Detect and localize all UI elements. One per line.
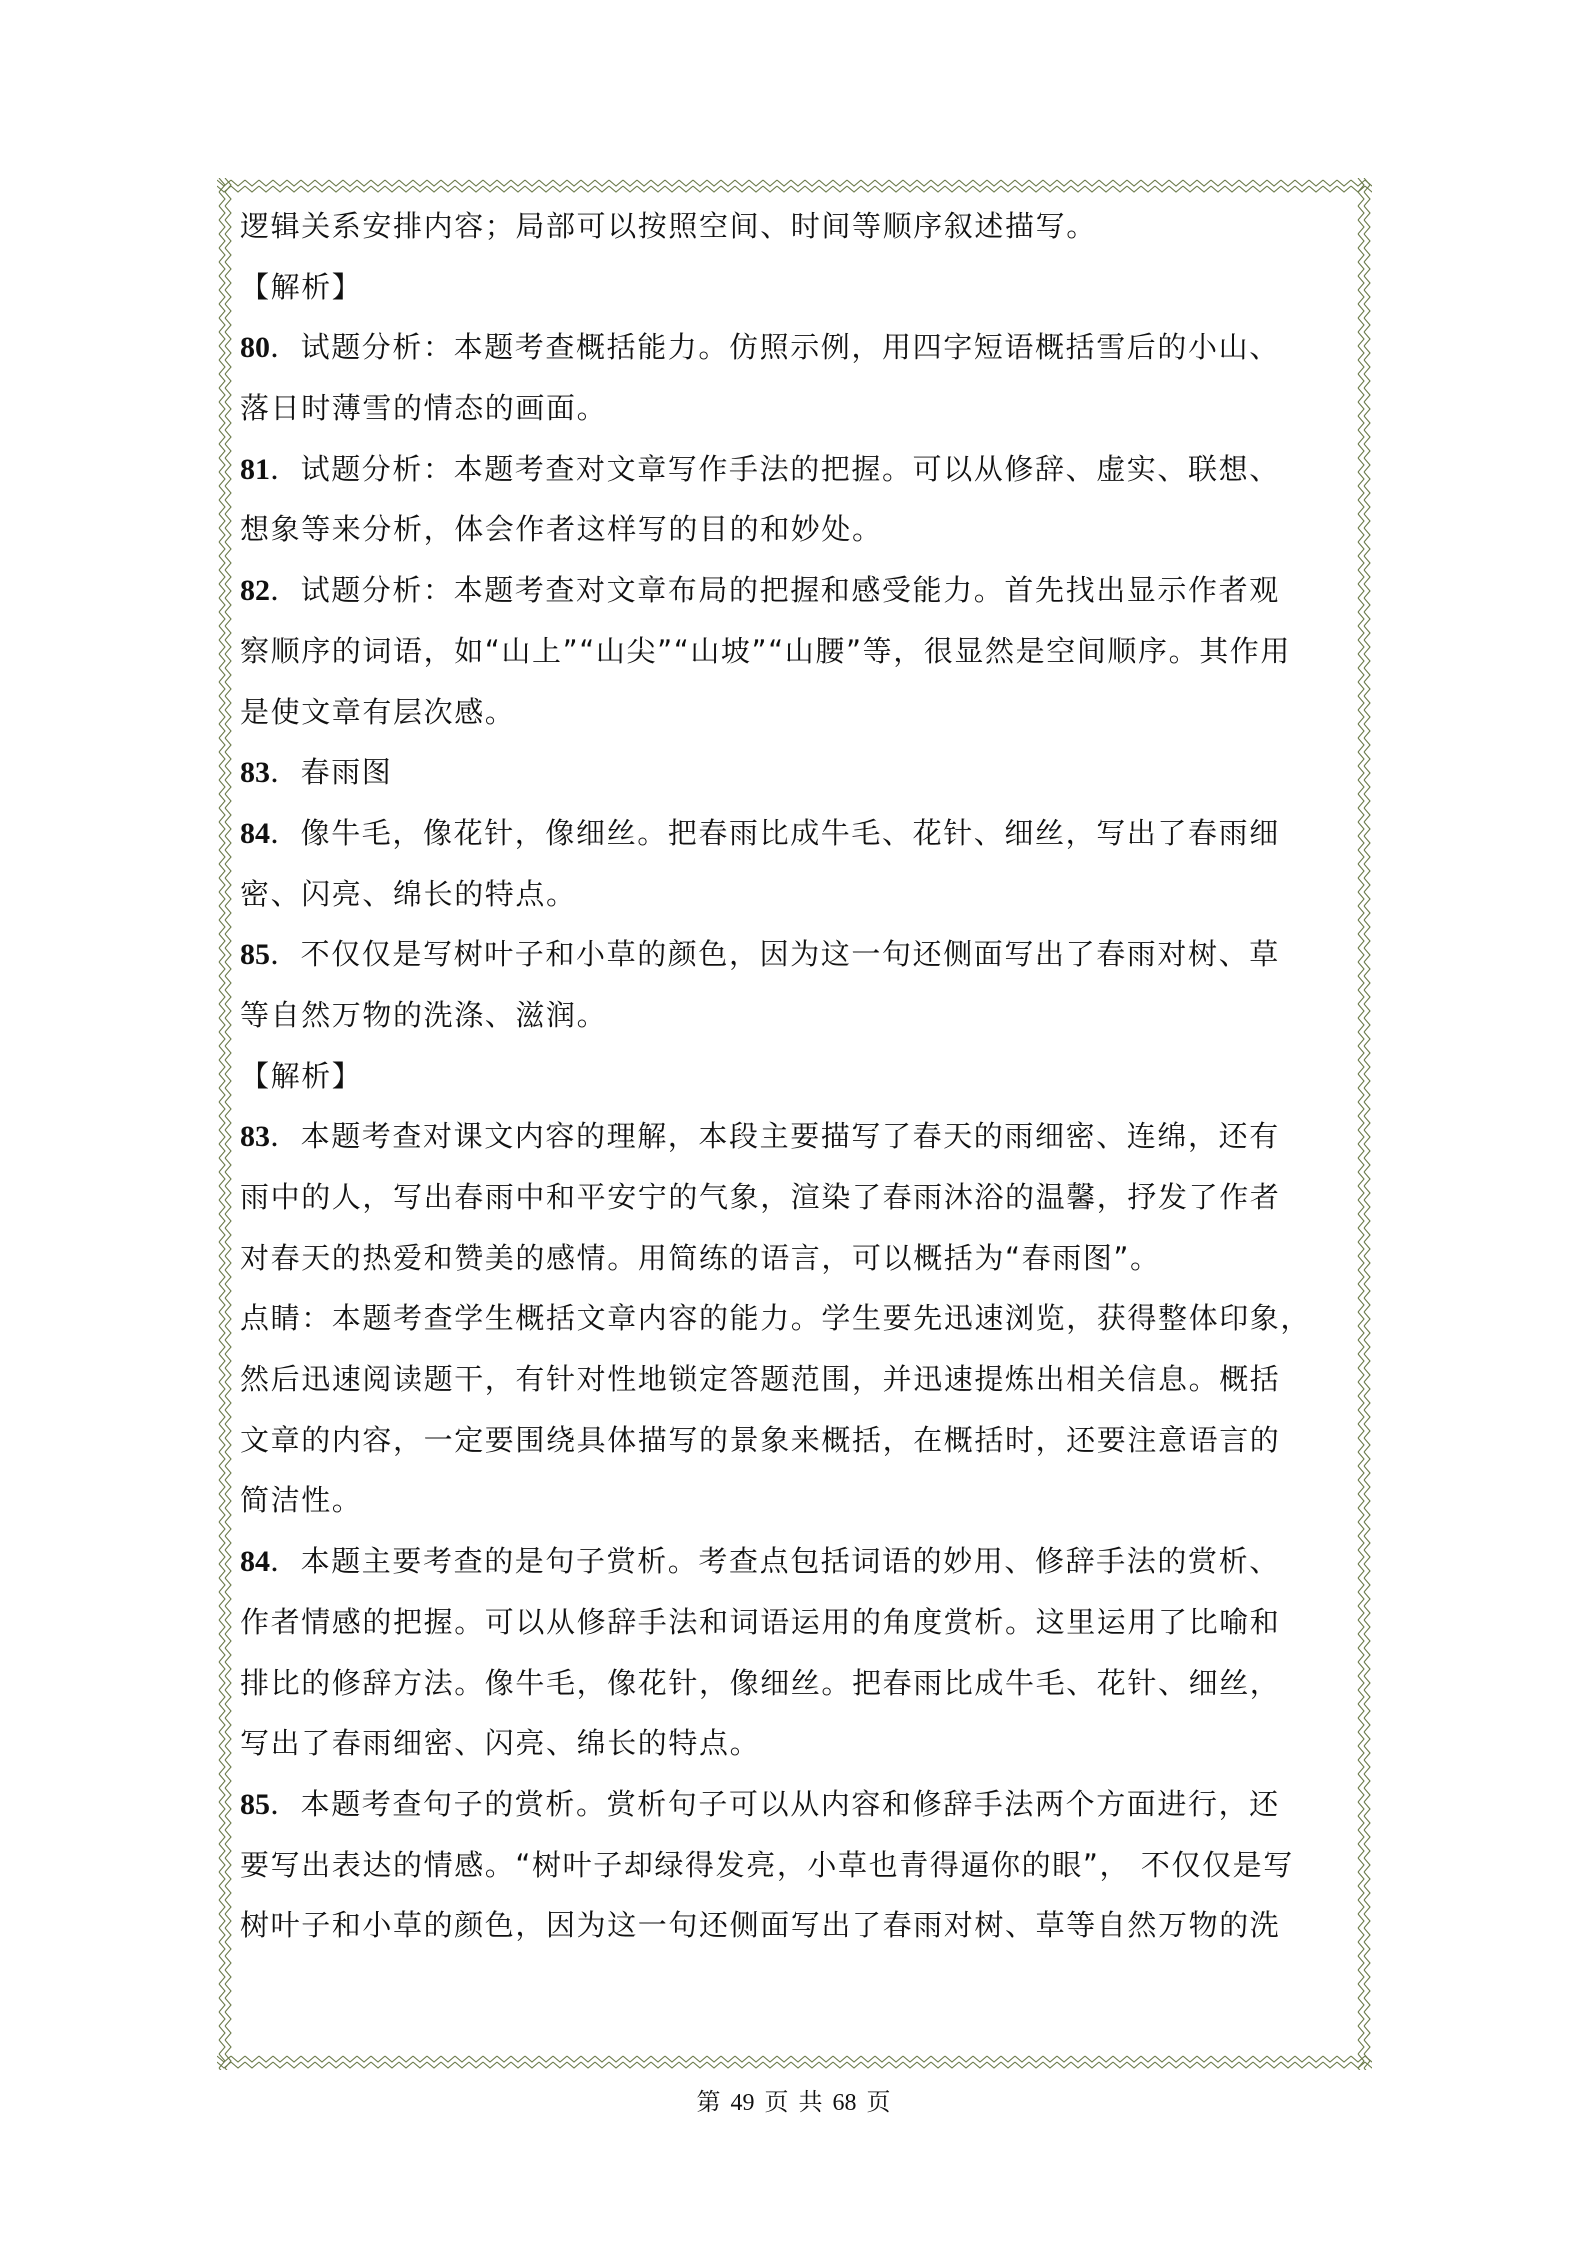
- question-number: 83: [240, 756, 270, 790]
- text-line: [240, 864, 1350, 925]
- line-text: 逻辑关系安排内容；局部可以按照空间、时间等顺序叙述描写。: [240, 209, 1097, 243]
- question-number: 81: [240, 452, 270, 486]
- section-heading: [240, 1046, 1350, 1107]
- answer-line-start: [240, 439, 1350, 500]
- text-line: [240, 196, 1350, 257]
- text-line: [240, 1895, 1350, 1956]
- line-text: ．本题考查对课文内容的理解，本段主要描写了春天的雨细密、连绵，还有: [270, 1119, 1280, 1154]
- question-number: 82: [240, 574, 270, 608]
- page-footer: 第 49 页 共 68 页: [696, 2090, 891, 2116]
- line-text: 雨中的人，写出春雨中和平安宁的气象，渲染了春雨沐浴的温馨，抒发了作者: [240, 1180, 1281, 1214]
- answer-line-start: [240, 742, 1350, 803]
- line-text: 排比的修辞方法。像牛毛，像花针，像细丝。把春雨比成牛毛、花针、细丝，: [240, 1665, 1281, 1700]
- question-number: 83: [240, 1120, 270, 1154]
- text-line: [240, 682, 1350, 743]
- line-text: 点睛：本题考查学生概括文章内容的能力。学生要先迅速浏览，获得整体印象，: [240, 1301, 1312, 1336]
- line-text: 然后迅速阅读题干，有针对性地锁定答题范围，并迅速提炼出相关信息。概括: [240, 1362, 1281, 1397]
- text-line: [240, 1713, 1350, 1774]
- question-number: 85: [240, 1787, 270, 1821]
- question-number: 84: [240, 816, 270, 850]
- line-text: 落日时薄雪的情态的画面。: [240, 391, 608, 426]
- line-text: ．本题主要考查的是句子赏析。考查点包括词语的妙用、修辞手法的赏析、: [270, 1544, 1280, 1579]
- document-body: [240, 196, 1350, 1956]
- line-text: 【解析】: [240, 1058, 363, 1093]
- text-line: [240, 985, 1350, 1046]
- question-number: 84: [240, 1545, 270, 1579]
- text-line: [240, 1349, 1350, 1410]
- answer-line-start: [240, 317, 1350, 378]
- text-line: [240, 499, 1350, 560]
- text-line: [240, 1167, 1350, 1228]
- zigzag-border-right: [1356, 178, 1372, 2070]
- line-text: ．春雨图: [270, 755, 393, 790]
- text-line: [240, 1228, 1350, 1289]
- line-text: 树叶子和小草的颜色，因为这一句还侧面写出了春雨对树、草等自然万物的洗: [240, 1908, 1281, 1943]
- question-number: 80: [240, 331, 270, 365]
- answer-line-start: [240, 924, 1350, 985]
- line-text: 察顺序的词语，如“山上”“山尖”“山坡”“山腰”等，很显然是空间顺序。其作用: [240, 633, 1291, 668]
- answer-line-start: [240, 560, 1350, 621]
- line-text: 要写出表达的情感。“树叶子却绿得发亮，小草也青得逼你的眼”， 不仅仅是写: [240, 1847, 1294, 1882]
- line-text: ．不仅仅是写树叶子和小草的颜色，因为这一句还侧面写出了春雨对树、草: [270, 937, 1280, 972]
- text-line: [240, 621, 1350, 682]
- line-text: 【解析】: [240, 269, 363, 304]
- text-line: [240, 1410, 1350, 1471]
- line-text: 简洁性。: [240, 1483, 363, 1518]
- line-text: 等自然万物的洗涤、滋润。: [240, 997, 608, 1032]
- line-text: 文章的内容，一定要围绕具体描写的景象来概括，在概括时，还要注意语言的: [240, 1422, 1281, 1457]
- line-text: 对春天的热爱和赞美的感情。用简练的语言，可以概括为“春雨图”。: [240, 1240, 1161, 1275]
- line-text: 密、闪亮、绵长的特点。: [240, 876, 577, 911]
- line-text: ．试题分析：本题考查对文章写作手法的把握。可以从修辞、虚实、联想、: [270, 451, 1280, 486]
- line-text: ．本题考查句子的赏析。赏析句子可以从内容和修辞手法两个方面进行，还: [270, 1786, 1280, 1821]
- line-text: ．试题分析：本题考查概括能力。仿照示例，用四字短语概括雪后的小山、: [270, 330, 1280, 365]
- line-text: 作者情感的把握。可以从修辞手法和词语运用的角度赏析。这里运用了比喻和: [240, 1604, 1281, 1639]
- answer-line-start: [240, 1531, 1350, 1592]
- answer-line-start: [240, 1774, 1350, 1835]
- text-line: [240, 1592, 1350, 1653]
- text-line: [240, 1288, 1350, 1349]
- text-line: [240, 1835, 1350, 1896]
- zigzag-border-left: [217, 178, 233, 2070]
- zigzag-border-bottom: [217, 2054, 1372, 2070]
- line-text: ．试题分析：本题考查对文章布局的把握和感受能力。首先找出显示作者观: [270, 573, 1280, 608]
- question-number: 85: [240, 938, 270, 972]
- line-text: 是使文章有层次感。: [240, 694, 516, 729]
- answer-line-start: [240, 1106, 1350, 1167]
- text-line: [240, 1653, 1350, 1714]
- text-line: [240, 1470, 1350, 1531]
- line-text: 想象等来分析，体会作者这样写的目的和妙处。: [240, 512, 883, 547]
- answer-line-start: [240, 803, 1350, 864]
- line-text: 写出了春雨细密、闪亮、绵长的特点。: [240, 1726, 761, 1761]
- text-line: [240, 378, 1350, 439]
- zigzag-border-top: [217, 178, 1372, 194]
- line-text: ．像牛毛，像花针，像细丝。把春雨比成牛毛、花针、细丝，写出了春雨细: [270, 815, 1280, 850]
- section-heading: [240, 257, 1350, 318]
